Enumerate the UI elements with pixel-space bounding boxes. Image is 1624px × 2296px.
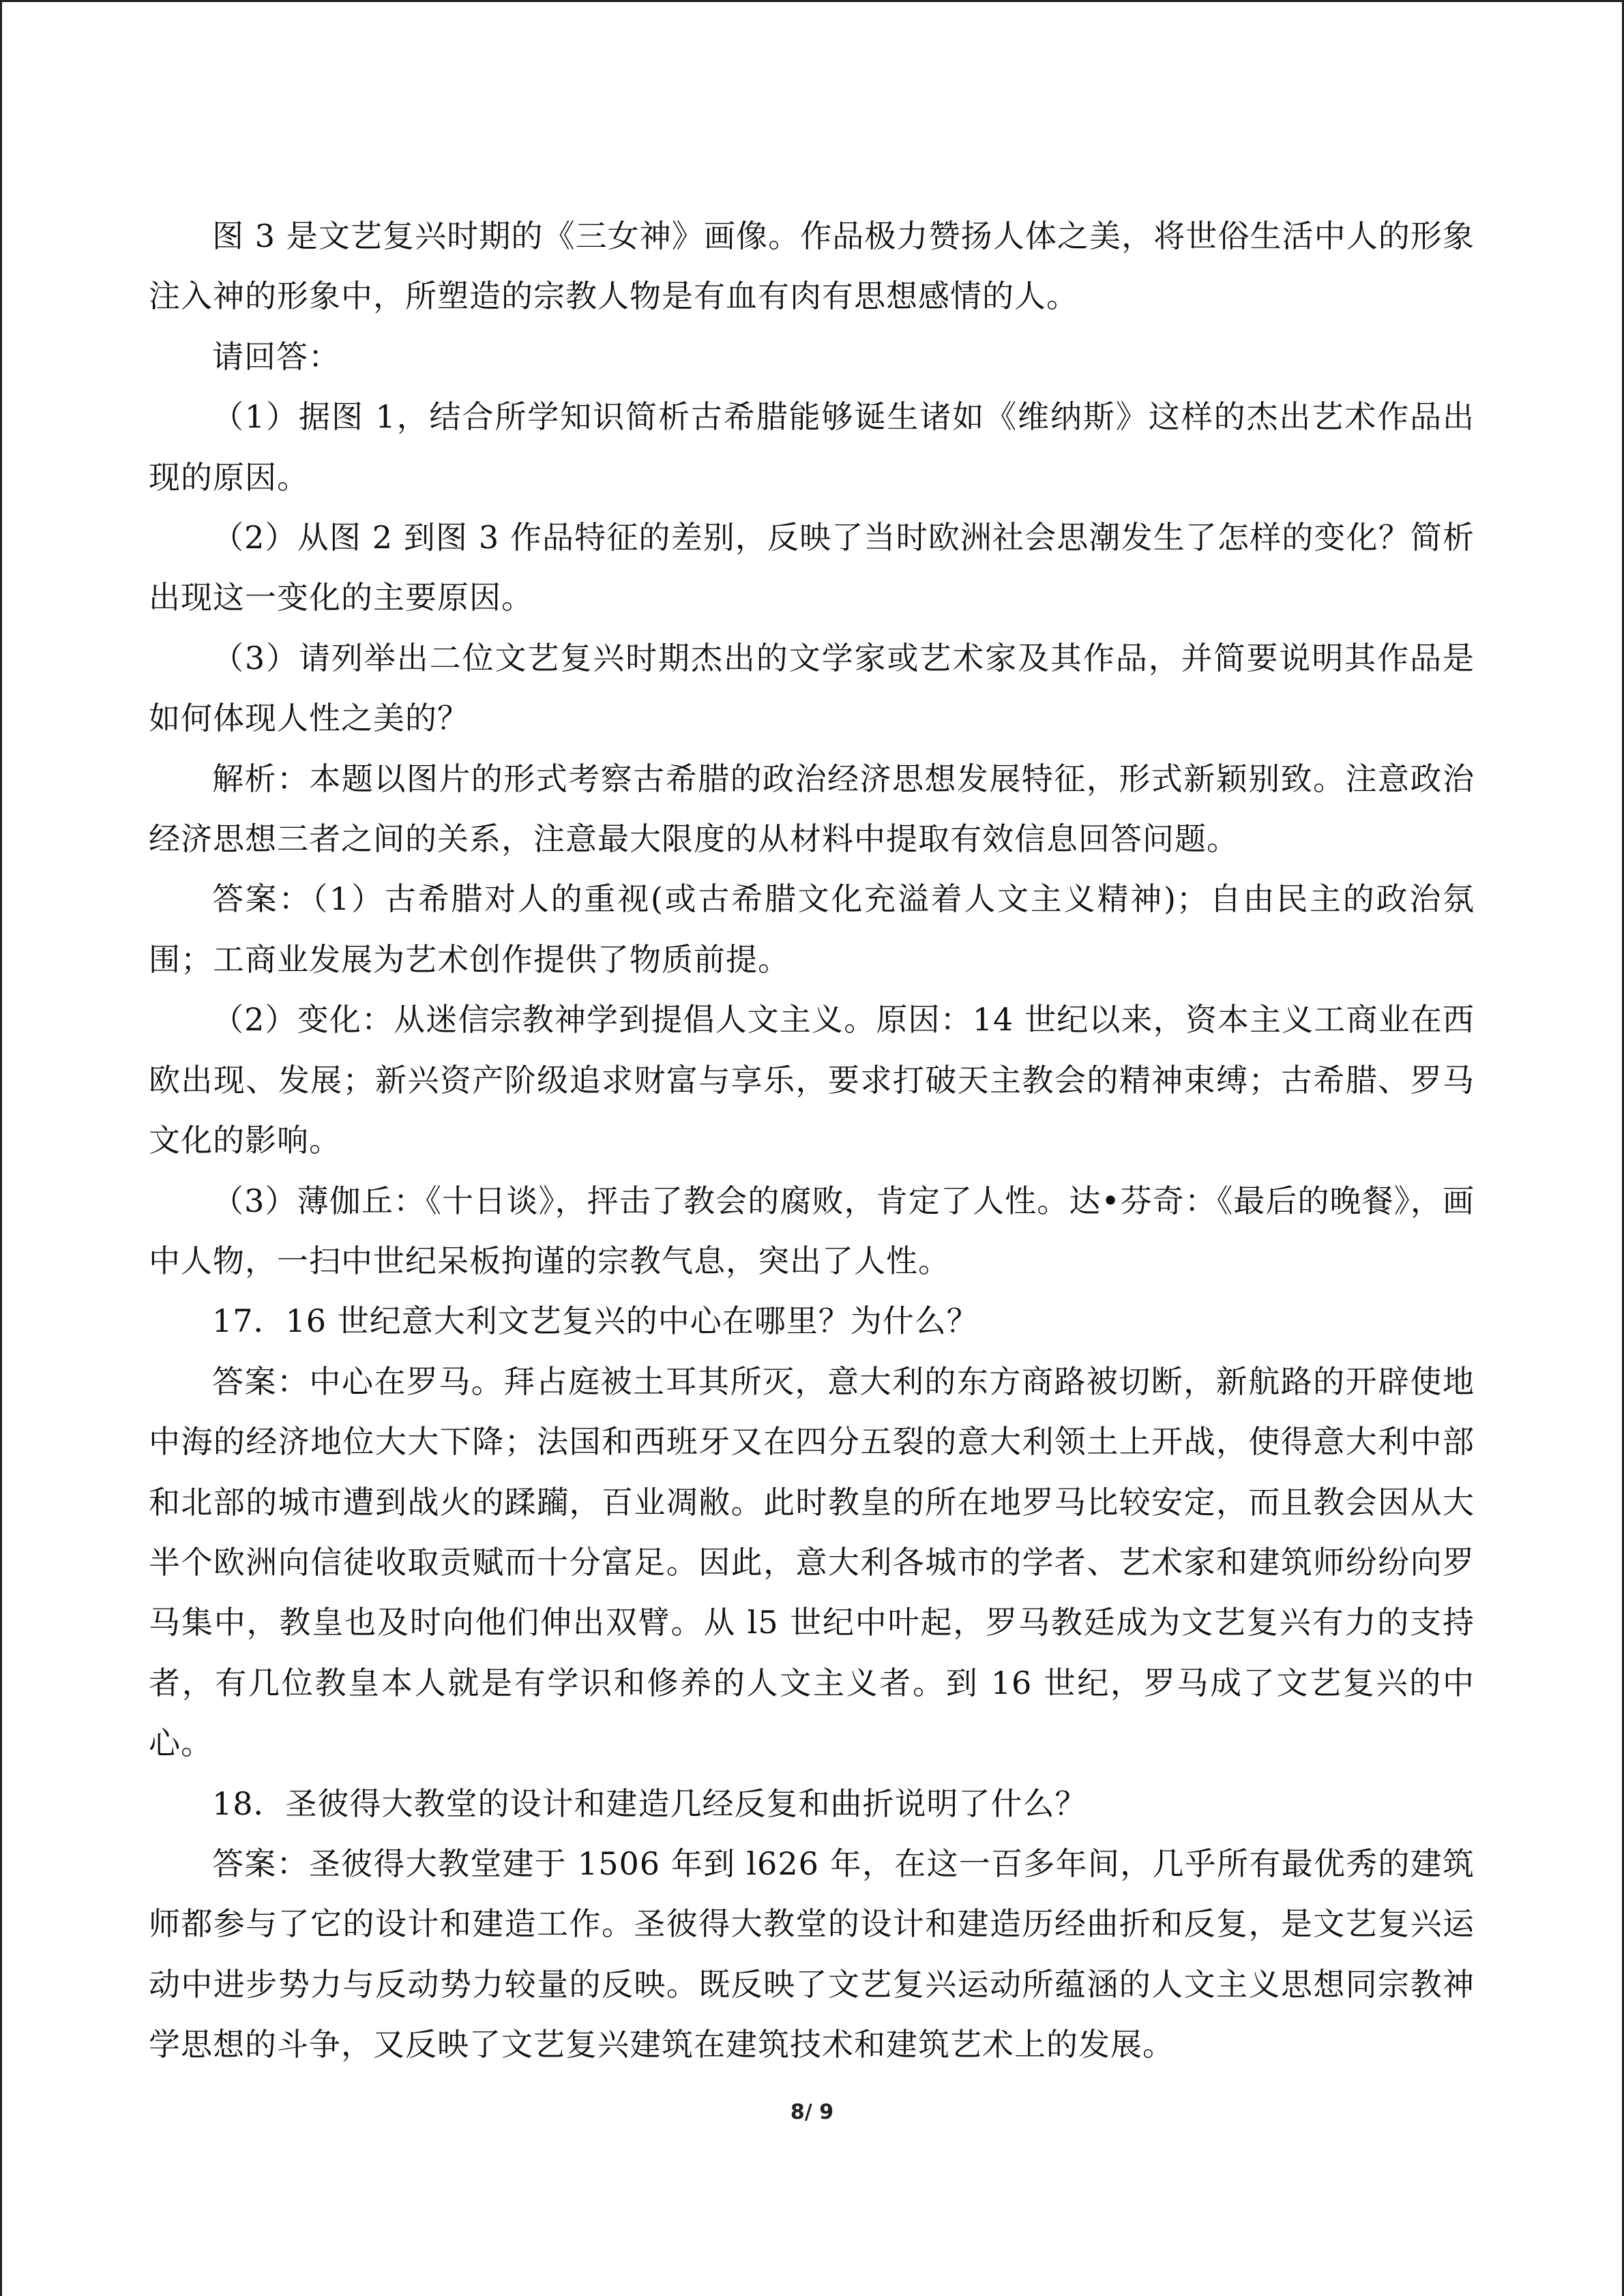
answer-2: （2）变化：从迷信宗教神学到提倡人文主义。原因：14 世纪以来，资本主义工商业在西欧出现、发展；新兴资产阶级追求财富与享乐，要求打破天主教会的精神束缚；古希腊、罗马文化的影响。 bbox=[149, 1001, 1475, 1159]
analysis-paragraph: 解析：本题以图片的形式考察古希腊的政治经济思想发展特征，形式新颖别致。注意政治经济思想三者之间的关系，注意最大限度的从材料中提取有效信息回答问题。 bbox=[149, 760, 1475, 858]
page-number: 8/ 9 bbox=[790, 2100, 834, 2124]
question-2: （2）从图 2 到图 3 作品特征的差别，反映了当时欧洲社会思潮发生了怎样的变化？简析出现这一变化的主要原因。 bbox=[149, 519, 1475, 616]
paragraph-figure3-description: 图 3 是文艺复兴时期的《三女神》画像。作品极力赞扬人体之美，将世俗生活中人的形象注入神的形象中，所塑造的宗教人物是有血有肉有思想感情的人。 bbox=[149, 218, 1475, 315]
answer-3: （3）薄伽丘：《十日谈》，抨击了教会的腐败，肯定了人性。达•芬奇：《最后的晚餐》，画中人物，一扫中世纪呆板拘谨的宗教气息，突出了人性。 bbox=[149, 1182, 1475, 1279]
paragraph-please-answer: 请回答： bbox=[212, 338, 340, 375]
question-17: 17．16 世纪意大利文艺复兴的中心在哪里？为什么？ bbox=[212, 1302, 979, 1340]
question-3: （3）请列举出二位文艺复兴时期杰出的文学家或艺术家及其作品，并简要说明其作品是如何体现人性之美的？ bbox=[149, 639, 1475, 737]
answer-18: 答案：圣彼得大教堂建于 1506 年到 l626 年，在这一百多年间，几乎所有最优秀的建筑师都参与了它的设计和建造工作。圣彼得大教堂的设计和建造历经曲折和反复，是文艺复兴运动中进步势力与反动势力较量的反映。既反映了文艺复兴运动所蕴涵的人文主义思想同宗教神学思想的斗争，又反映了文艺复兴建筑在建筑技术和建筑艺术上的发展。 bbox=[149, 1845, 1475, 2063]
document-body bbox=[149, 206, 1475, 2075]
answer-1: 答案：（1）古希腊对人的重视(或古希腊文化充溢着人文主义精神)；自由民主的政治氛围；工商业发展为艺术创作提供了物质前提。 bbox=[149, 880, 1475, 978]
question-18: 18．圣彼得大教堂的设计和建造几经反复和曲折说明了什么？ bbox=[212, 1785, 1087, 1822]
answer-17: 答案：中心在罗马。拜占庭被土耳其所灭，意大利的东方商路被切断，新航路的开辟使地中海的经济地位大大下降；法国和西班牙又在四分五裂的意大利领土上开战，使得意大利中部和北部的城市遭到战火的蹂躏，百业凋敝。此时教皇的所在地罗马比较安定，而且教会因从大半个欧洲向信徒收取贡赋而十分富足。因此，意大利各城市的学者、艺术家和建筑师纷纷向罗马集中，教皇也及时向他们伸出双臂。从 l5 世纪中叶起，罗马教廷成为文艺复兴有力的支持者，有几位教皇本人就是有学识和修养的人文主义者。到 16 世纪，罗马成了文艺复兴的中心。 bbox=[149, 1362, 1475, 1762]
question-1: （1）据图 1，结合所学知识简析古希腊能够诞生诸如《维纳斯》这样的杰出艺术作品出现的原因。 bbox=[149, 398, 1475, 496]
